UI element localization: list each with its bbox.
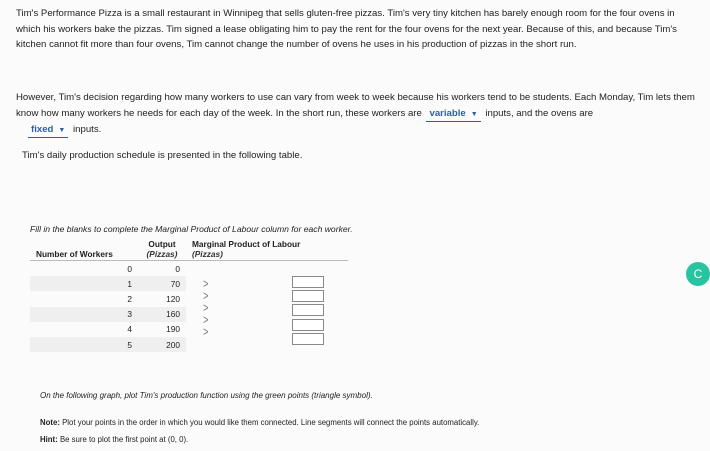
header-workers: Number of Workers xyxy=(30,238,138,261)
paragraph-text-c: inputs. xyxy=(73,123,102,135)
output-cell: 70 xyxy=(138,276,186,291)
chevron-right-icon: > xyxy=(203,300,209,315)
short-run-paragraph xyxy=(16,90,696,138)
mpl-input-worker-4[interactable] xyxy=(292,319,324,331)
ovens-input-type-dropdown[interactable] xyxy=(28,124,68,138)
table-instruction: Fill in the blanks to complete the Marginal Product of Labour column for each worker. xyxy=(30,224,353,234)
side-action-button[interactable]: C xyxy=(686,262,710,286)
dropdown-value: fixed xyxy=(31,123,54,135)
output-cell: 200 xyxy=(138,337,186,352)
paragraph-text-a: However, Tim's decision regarding how many workers to use can vary from week to week because his workers tend to be students. Each Monday, Tim lets them know how many workers he needs for each day of the week. In the short run, these workers are xyxy=(16,92,695,119)
workers-cell: 4 xyxy=(127,324,132,335)
mpl-input-worker-3[interactable] xyxy=(292,304,324,316)
workers-cell: 2 xyxy=(127,293,132,304)
table-row xyxy=(30,261,348,277)
mpl-input-worker-2[interactable] xyxy=(292,290,324,302)
chevron-right-icon: > xyxy=(203,324,209,339)
intro-paragraph: Tim's Performance Pizza is a small restaurant in Winnipeg that sells gluten-free pizzas. Tim's very tiny kitchen has barely enough room for the four ovens in which his workers bake the pizzas. Tim signed a lease obligating him to pay the rent for the four ovens for the next year. Because of this, and because Tim's kitchen cannot fit more than four ovens, Tim cannot change the number of ovens he uses in his production of pizzas in the short run. xyxy=(16,8,677,50)
graph-question: On the following graph, plot Tim's production function using the green points (triangle symbol). xyxy=(40,391,373,400)
mpl-input-column xyxy=(292,276,324,347)
dropdown-value: variable xyxy=(429,107,466,119)
hint-body: Be sure to plot the first point at (0, 0). xyxy=(59,435,189,444)
paragraph-text-b: inputs, and the ovens are xyxy=(485,107,594,119)
output-cell: 160 xyxy=(138,307,186,322)
note-text xyxy=(40,418,479,427)
output-cell: 120 xyxy=(166,293,180,304)
workers-cell: 1 xyxy=(30,276,138,291)
workers-input-type-dropdown[interactable] xyxy=(426,108,480,122)
hint-text xyxy=(40,435,188,444)
workers-cell: 5 xyxy=(30,337,138,352)
chevron-down-icon: ▼ xyxy=(58,126,66,134)
output-cell: 0 xyxy=(175,263,180,274)
mpl-input-worker-1[interactable] xyxy=(292,276,324,288)
chevron-right-icon: > xyxy=(203,312,209,327)
header-mpl: Marginal Product of Labour (Pizzas) xyxy=(186,238,348,261)
output-cell: 190 xyxy=(166,324,180,335)
header-output: Output (Pizzas) xyxy=(138,238,186,261)
hint-label: Hint: xyxy=(40,435,58,444)
workers-cell: 3 xyxy=(30,307,138,322)
chevron-right-icon: > xyxy=(203,288,209,303)
note-body: Plot your points in the order in which you would like them connected. Line segments will connect the points automatically. xyxy=(62,418,480,427)
chevron-right-icon: > xyxy=(203,276,209,291)
schedule-intro: Tim's daily production schedule is presented in the following table. xyxy=(22,150,303,161)
note-label: Note: xyxy=(40,418,60,427)
chevron-down-icon: ▼ xyxy=(470,110,478,118)
mpl-input-worker-5[interactable] xyxy=(292,333,324,345)
workers-cell: 0 xyxy=(127,263,132,274)
